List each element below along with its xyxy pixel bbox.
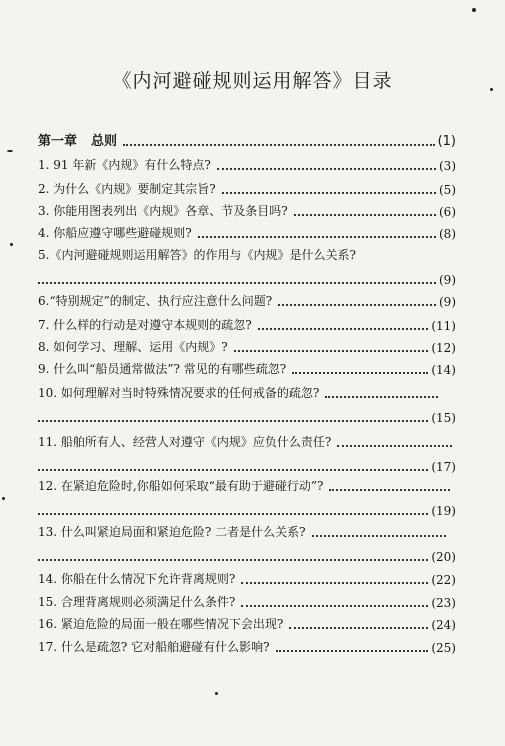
entry-text: 15. 合理背离规则必须满足什么条件? <box>38 595 236 609</box>
toc-entry-7[interactable] <box>38 316 456 333</box>
leader-dots <box>241 582 428 584</box>
entry-page: (3) <box>439 159 456 173</box>
entry-page: (15) <box>431 411 456 425</box>
leader-dots <box>198 236 436 238</box>
leader-dots <box>312 535 446 537</box>
entry-page: (19) <box>431 504 456 518</box>
entry-text: 12. 在紧迫危险时,你船如何采取“最有助于避碰行动”? <box>38 479 324 493</box>
entry-text: 6.“特别规定”的制定、执行应注意什么问题? <box>38 294 273 308</box>
entry-page: (12) <box>431 341 456 355</box>
entry-text: 11. 船舶所有人、经营人对遵守《内规》应负什么责任? <box>38 435 332 449</box>
toc-entry-17[interactable] <box>38 638 456 655</box>
leader-dots <box>289 627 428 629</box>
entry-text: 4. 你船应遵守哪些避碰规则? <box>38 226 192 240</box>
leader-dots <box>38 469 428 471</box>
leader-dots <box>38 559 428 561</box>
leader-dots <box>337 445 452 447</box>
toc-entry-12[interactable] <box>38 477 456 518</box>
entry-page: (8) <box>439 227 456 241</box>
toc-entry-10[interactable] <box>38 384 456 425</box>
entry-text: 7. 什么样的行动是对遵守本规则的疏忽? <box>38 318 252 332</box>
entry-text: 3. 你能用图表列出《内规》各章、节及条目吗? <box>38 204 288 218</box>
toc-entry-15[interactable] <box>38 593 456 610</box>
entry-text: 9. 什么叫“船员通常做法”? 常见的有哪些疏忽? <box>38 362 287 376</box>
entry-text: 13. 什么叫紧迫局面和紧迫危险? 二者是什么关系? <box>38 525 306 539</box>
toc-entry-16[interactable] <box>38 615 456 632</box>
leader-dots <box>258 328 429 330</box>
entry-page: (9) <box>439 273 456 287</box>
entry-text: 17. 什么是疏忽? 它对船舶避碰有什么影响? <box>38 640 270 654</box>
entry-page: (11) <box>431 319 456 333</box>
toc-entry-1[interactable] <box>38 156 456 173</box>
chapter-label: 第一章 <box>38 134 78 149</box>
toc-entry-2[interactable] <box>38 180 456 197</box>
toc-entry-5[interactable] <box>38 246 456 287</box>
leader-dots <box>38 282 436 284</box>
leader-dots <box>292 372 428 374</box>
leader-dots <box>217 168 436 170</box>
leader-dots <box>234 350 429 352</box>
speck <box>7 150 13 152</box>
toc-entry-3[interactable] <box>38 202 456 219</box>
chapter-heading <box>38 130 456 149</box>
entry-text: 1. 91 年新《内规》有什么特点? <box>38 158 211 172</box>
leader-dots <box>123 144 435 146</box>
toc-entry-8[interactable] <box>38 338 456 355</box>
leader-dots <box>278 304 436 306</box>
toc-entry-13[interactable] <box>38 523 456 564</box>
entry-page: (5) <box>439 183 456 197</box>
entry-page: (17) <box>431 460 456 474</box>
chapter-page: (1) <box>437 134 456 149</box>
leader-dots <box>294 214 436 216</box>
toc-entry-11[interactable] <box>38 433 456 474</box>
entry-page: (6) <box>439 205 456 219</box>
entry-text: 2. 为什么《内规》要制定其宗旨? <box>38 182 216 196</box>
toc-entry-14[interactable] <box>38 570 456 587</box>
entry-page: (24) <box>431 618 456 632</box>
entry-text: 8. 如何学习、理解、运用《内规》? <box>38 340 228 354</box>
entry-text: 16. 紧迫危险的局面一般在哪些情况下会出现? <box>38 617 284 631</box>
leader-dots <box>38 513 428 515</box>
entry-page: (14) <box>431 363 456 377</box>
speck <box>2 497 5 500</box>
chapter-name: 总则 <box>91 134 118 149</box>
entry-text: 5.《内河避碰规则运用解答》的作用与《内规》是什么关系? <box>38 248 356 262</box>
entry-text: 10. 如何理解对当时特殊情况要求的任何戒备的疏忽? <box>38 386 320 400</box>
entry-page: (20) <box>431 550 456 564</box>
speck <box>472 8 476 12</box>
entry-page: (9) <box>439 295 456 309</box>
toc-entry-4[interactable] <box>38 224 456 241</box>
entry-text: 14. 你船在什么情况下允许背离规则? <box>38 572 236 586</box>
leader-dots <box>329 489 450 491</box>
speck <box>215 692 218 695</box>
leader-dots <box>325 396 438 398</box>
page-title: 《内河避碰规则运用解答》目录 <box>112 70 393 92</box>
speck <box>10 243 13 246</box>
leader-dots <box>222 192 436 194</box>
toc-entry-6[interactable] <box>38 292 456 309</box>
entry-page: (22) <box>431 573 456 587</box>
leader-dots <box>276 650 429 652</box>
speck <box>490 88 493 91</box>
entry-page: (23) <box>431 596 456 610</box>
toc-entry-9[interactable] <box>38 360 456 377</box>
entry-page: (25) <box>431 641 456 655</box>
leader-dots <box>241 605 428 607</box>
leader-dots <box>38 420 428 422</box>
